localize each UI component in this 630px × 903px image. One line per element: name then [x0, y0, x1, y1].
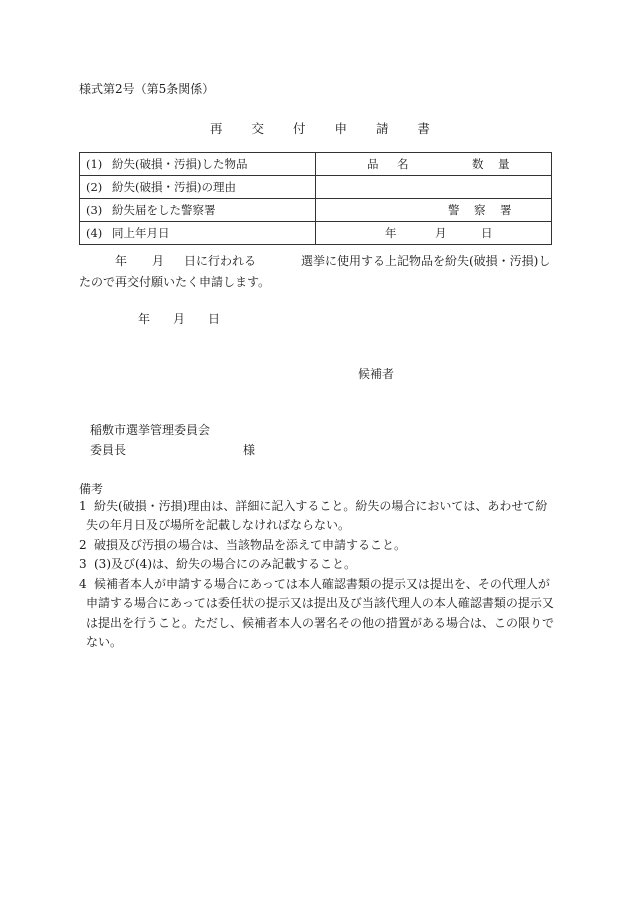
- reason-cell[interactable]: [316, 176, 552, 199]
- note-text: 候補者本人が申請する場合にあっては本人確認書類の提示又は提出を、その代理人が: [94, 577, 550, 591]
- day-label: 日: [481, 226, 493, 240]
- row-label: [80, 176, 316, 199]
- title-char: 付: [292, 121, 306, 136]
- item-name-label-2: 名: [397, 157, 409, 171]
- title-char: 再: [210, 121, 223, 136]
- report-date-cell[interactable]: [316, 222, 552, 245]
- note-text: 紛失(破損・汚損)理由は、詳細に記入すること。紛失の場合においては、あわせて紛: [94, 499, 548, 513]
- document-title: [210, 119, 430, 137]
- application-day-label: 日: [208, 312, 221, 326]
- row-label-text: 紛失(破損・汚損)した物品: [112, 157, 248, 171]
- row-number: (2): [86, 180, 103, 194]
- note-number: 2: [79, 538, 87, 552]
- application-statement: 選挙に使用する上記物品を紛失(破損・汚損)し: [301, 254, 551, 268]
- note-text: 破損及び汚損の場合は、当該物品を添えて申請すること。: [94, 538, 407, 552]
- month-label: 月: [435, 226, 447, 240]
- note-item: [79, 536, 406, 553]
- title-char: 申: [334, 121, 347, 136]
- row-number: (3): [86, 203, 103, 217]
- quantity-label-1: 数: [472, 157, 484, 171]
- table-row: [80, 153, 552, 176]
- table-row: [80, 222, 552, 245]
- honorific: 様: [243, 443, 256, 457]
- form-number: 様式第2号（第5条関係）: [79, 82, 215, 96]
- police-label-1: 警: [448, 203, 460, 217]
- row-label-text: 紛失(破損・汚損)の理由: [112, 180, 236, 194]
- note-number: 1: [79, 499, 87, 513]
- item-table: [79, 152, 552, 245]
- chairperson-title: 委員長: [90, 443, 127, 457]
- row-number: (1): [86, 157, 103, 171]
- note-item: [79, 497, 547, 514]
- note-item: [79, 555, 356, 572]
- note-text: (3)及び(4)は、紛失の場合にのみ記載すること。: [94, 557, 356, 571]
- note-continuation: は提出を行うこと。ただし、候補者本人の署名その他の措置がある場合は、この限りで: [86, 616, 555, 630]
- application-year-label: 年: [138, 312, 151, 326]
- year-label: 年: [385, 226, 397, 240]
- application-text-line-2: たので再交付願いたく申請します。: [79, 275, 271, 289]
- notes-title: 備考: [79, 482, 104, 496]
- police-label-3: 署: [500, 203, 512, 217]
- election-year-label: 年: [115, 254, 128, 268]
- election-month-label: 月: [152, 254, 165, 268]
- row-label-text: 同上年月日: [112, 226, 170, 240]
- row-label: [80, 199, 316, 222]
- row-label: [80, 222, 316, 245]
- candidate-label: 候補者: [358, 367, 395, 381]
- note-continuation: 失の年月日及び場所を記載しなければならない。: [86, 518, 351, 532]
- committee-name: 稲敷市選挙管理委員会: [90, 423, 211, 437]
- title-char: 交: [251, 121, 264, 136]
- table-row: [80, 176, 552, 199]
- quantity-label-2: 量: [498, 157, 510, 171]
- item-name-label-1: 品: [367, 157, 379, 171]
- application-month-label: 月: [173, 312, 186, 326]
- row-label: [80, 153, 316, 176]
- note-continuation: 申請する場合にあっては委任状の提示又は提出及び当該代理人の本人確認書類の提示又: [86, 596, 554, 610]
- election-day-phrase: 日に行われる: [184, 254, 257, 268]
- police-station-cell[interactable]: [316, 199, 552, 222]
- police-label-2: 察: [474, 203, 486, 217]
- title-char: 請: [375, 121, 389, 136]
- chairperson-line: [90, 441, 256, 458]
- note-number: 4: [79, 577, 87, 591]
- table-row: [80, 199, 552, 222]
- row-label-text: 紛失届をした警察署: [112, 203, 216, 217]
- title-char: 書: [417, 121, 430, 136]
- row-number: (4): [86, 226, 103, 240]
- note-item: [79, 575, 550, 592]
- item-name-quantity-cell[interactable]: [316, 153, 552, 176]
- note-number: 3: [79, 557, 87, 571]
- note-continuation: ない。: [86, 635, 123, 649]
